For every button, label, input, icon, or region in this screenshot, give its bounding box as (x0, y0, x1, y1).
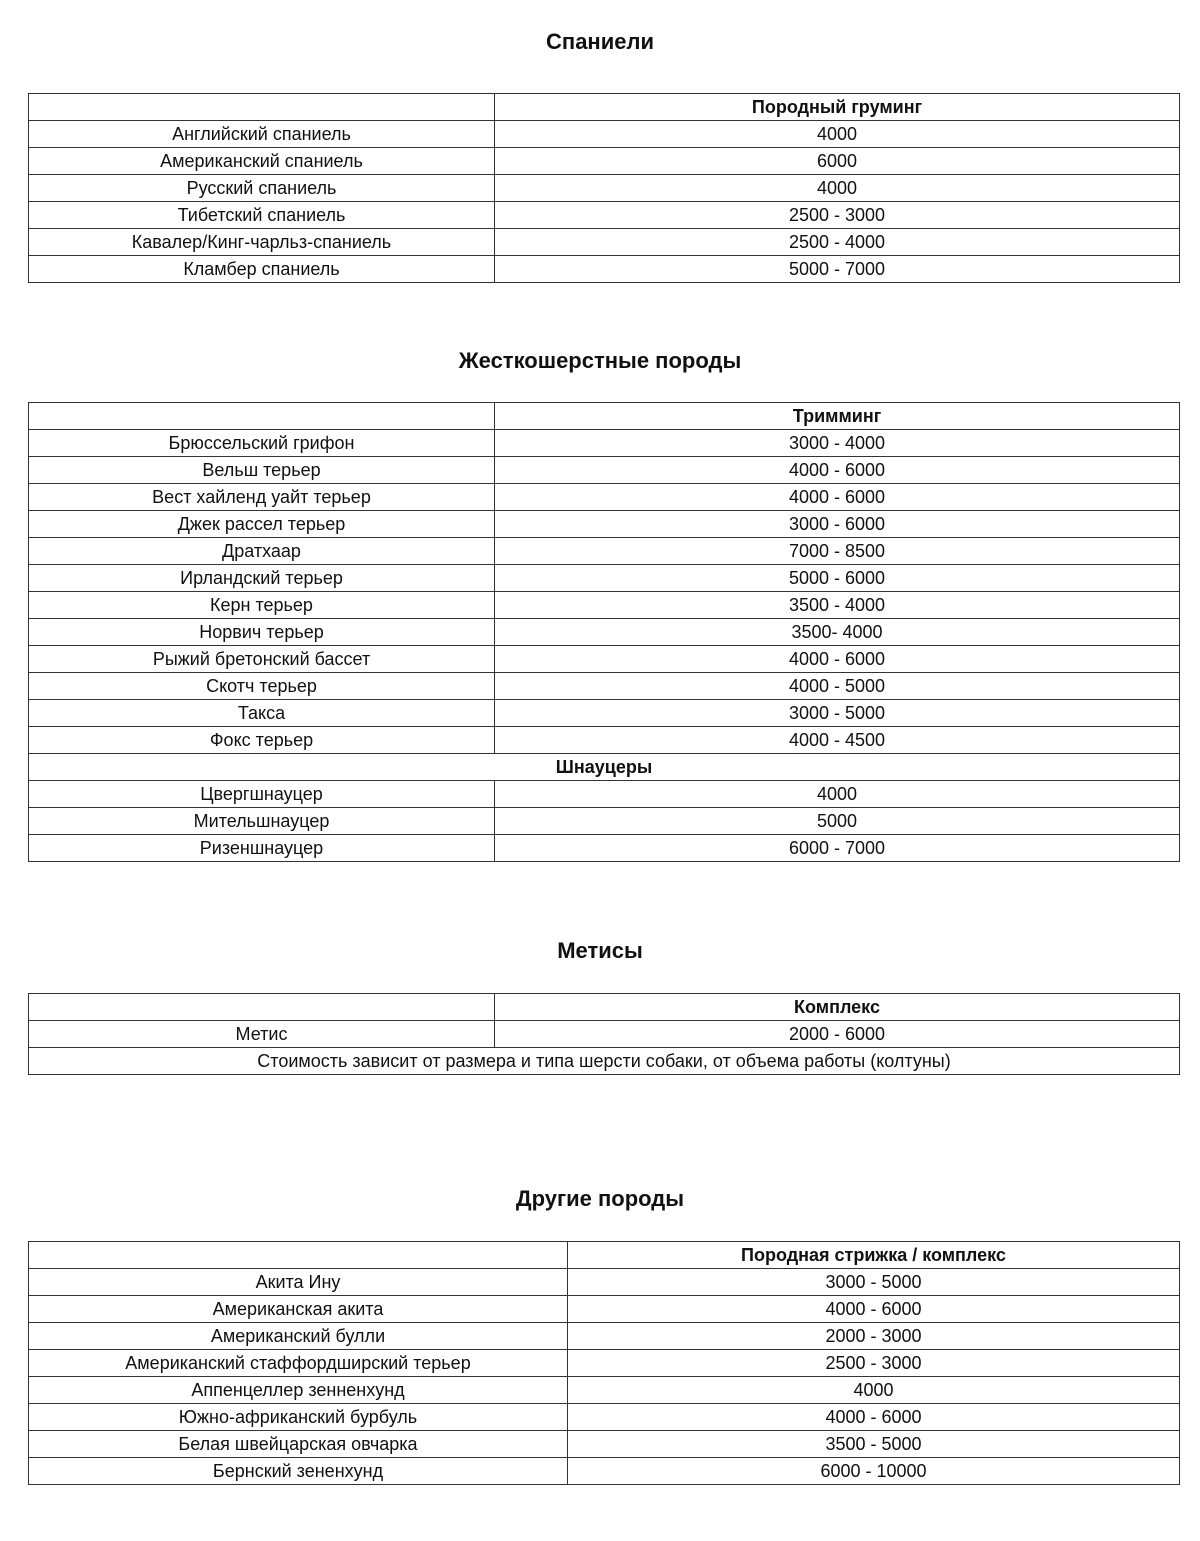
table-row (29, 484, 1180, 511)
table-row (29, 457, 1180, 484)
table-row (29, 1021, 1180, 1048)
price-table-other (28, 1241, 1180, 1485)
price-cell: 2000 - 3000 (568, 1323, 1180, 1350)
header-cell-breed (29, 994, 495, 1021)
price-cell: 4000 (495, 121, 1180, 148)
price-cell: 4000 - 6000 (568, 1296, 1180, 1323)
table-row (29, 1404, 1180, 1431)
header-cell-breed (29, 1242, 568, 1269)
table-row (29, 121, 1180, 148)
price-cell: 2500 - 3000 (495, 202, 1180, 229)
price-cell: 4000 (568, 1377, 1180, 1404)
subgroup-header-row (29, 754, 1180, 781)
table-row (29, 175, 1180, 202)
breed-cell: Тибетский спаниель (29, 202, 495, 229)
breed-cell: Скотч терьер (29, 673, 495, 700)
breed-cell: Фокс терьер (29, 727, 495, 754)
breed-cell: Южно-африканский бурбуль (29, 1404, 568, 1431)
header-cell-breed (29, 403, 495, 430)
price-cell: 6000 (495, 148, 1180, 175)
table-row (29, 619, 1180, 646)
section-title-other: Другие породы (515, 1186, 685, 1211)
table-row (29, 229, 1180, 256)
table-row (29, 700, 1180, 727)
header-cell-service: Тримминг (495, 403, 1180, 430)
table-header-row (29, 94, 1180, 121)
breed-cell: Акита Ину (29, 1269, 568, 1296)
breed-cell: Вельш терьер (29, 457, 495, 484)
table-row (29, 781, 1180, 808)
table-row (29, 808, 1180, 835)
breed-cell: Кавалер/Кинг-чарльз-спаниель (29, 229, 495, 256)
table-header-row (29, 1242, 1180, 1269)
price-cell: 5000 (495, 808, 1180, 835)
table-row (29, 592, 1180, 619)
breed-cell: Ризеншнауцер (29, 835, 495, 862)
breed-cell: Метис (29, 1021, 495, 1048)
price-cell: 2500 - 3000 (568, 1350, 1180, 1377)
breed-cell: Русский спаниель (29, 175, 495, 202)
price-cell: 4000 - 6000 (495, 646, 1180, 673)
section-title-spaniels: Спаниели (546, 29, 654, 54)
header-cell-breed (29, 94, 495, 121)
breed-cell: Джек рассел терьер (29, 511, 495, 538)
price-table-mixed (28, 993, 1180, 1075)
price-cell: 6000 - 7000 (495, 835, 1180, 862)
price-cell: 4000 - 6000 (568, 1404, 1180, 1431)
breed-cell: Американская акита (29, 1296, 568, 1323)
header-cell-service: Породная стрижка / комплекс (568, 1242, 1180, 1269)
price-cell: 6000 - 10000 (568, 1458, 1180, 1485)
table-row (29, 646, 1180, 673)
table-row (29, 202, 1180, 229)
breed-cell: Норвич терьер (29, 619, 495, 646)
breed-cell: Керн терьер (29, 592, 495, 619)
table-row (29, 511, 1180, 538)
price-cell: 3500 - 4000 (495, 592, 1180, 619)
price-cell: 4000 - 6000 (495, 457, 1180, 484)
subgroup-title-schnauzers: Шнауцеры (29, 754, 1180, 781)
table-row (29, 727, 1180, 754)
table-header-row (29, 403, 1180, 430)
header-cell-service: Породный груминг (495, 94, 1180, 121)
table-row (29, 1377, 1180, 1404)
table-row (29, 148, 1180, 175)
breed-cell: Брюссельский грифон (29, 430, 495, 457)
section-title-mixed: Метисы (557, 938, 643, 963)
price-cell: 7000 - 8500 (495, 538, 1180, 565)
price-table-spaniels (28, 93, 1180, 283)
price-cell: 3000 - 5000 (568, 1269, 1180, 1296)
table-row (29, 430, 1180, 457)
price-cell: 3000 - 5000 (495, 700, 1180, 727)
breed-cell: Белая швейцарская овчарка (29, 1431, 568, 1458)
breed-cell: Вест хайленд уайт терьер (29, 484, 495, 511)
price-cell: 3500 - 5000 (568, 1431, 1180, 1458)
table-row (29, 1323, 1180, 1350)
table-row (29, 256, 1180, 283)
breed-cell: Такса (29, 700, 495, 727)
price-cell: 3500- 4000 (495, 619, 1180, 646)
section-title-wirehaired: Жесткошерстные породы (458, 348, 742, 373)
price-cell: 4000 - 4500 (495, 727, 1180, 754)
breed-cell: Ирландский терьер (29, 565, 495, 592)
price-cell: 2000 - 6000 (495, 1021, 1180, 1048)
table-row (29, 1458, 1180, 1485)
breed-cell: Цвергшнауцер (29, 781, 495, 808)
price-cell: 4000 - 6000 (495, 484, 1180, 511)
table-row (29, 1431, 1180, 1458)
breed-cell: Мительшнауцер (29, 808, 495, 835)
price-cell: 4000 (495, 781, 1180, 808)
header-cell-service: Комплекс (495, 994, 1180, 1021)
breed-cell: Бернский зененхунд (29, 1458, 568, 1485)
price-cell: 5000 - 6000 (495, 565, 1180, 592)
price-note: Стоимость зависит от размера и типа шерсти собаки, от объема работы (колтуны) (29, 1048, 1180, 1075)
breed-cell: Английский спаниель (29, 121, 495, 148)
breed-cell: Американский стаффордширский терьер (29, 1350, 568, 1377)
table-row (29, 835, 1180, 862)
note-row (29, 1048, 1180, 1075)
table-row (29, 1269, 1180, 1296)
table-row (29, 565, 1180, 592)
breed-cell: Кламбер спаниель (29, 256, 495, 283)
price-cell: 4000 (495, 175, 1180, 202)
breed-cell: Американский булли (29, 1323, 568, 1350)
table-header-row (29, 994, 1180, 1021)
breed-cell: Дратхаар (29, 538, 495, 565)
table-row (29, 673, 1180, 700)
breed-cell: Рыжий бретонский бассет (29, 646, 495, 673)
price-cell: 2500 - 4000 (495, 229, 1180, 256)
price-cell: 3000 - 4000 (495, 430, 1180, 457)
price-cell: 4000 - 5000 (495, 673, 1180, 700)
price-cell: 3000 - 6000 (495, 511, 1180, 538)
price-cell: 5000 - 7000 (495, 256, 1180, 283)
table-row (29, 1296, 1180, 1323)
table-row (29, 538, 1180, 565)
price-table-wirehaired (28, 402, 1180, 862)
breed-cell: Американский спаниель (29, 148, 495, 175)
breed-cell: Аппенцеллер зенненхунд (29, 1377, 568, 1404)
table-row (29, 1350, 1180, 1377)
